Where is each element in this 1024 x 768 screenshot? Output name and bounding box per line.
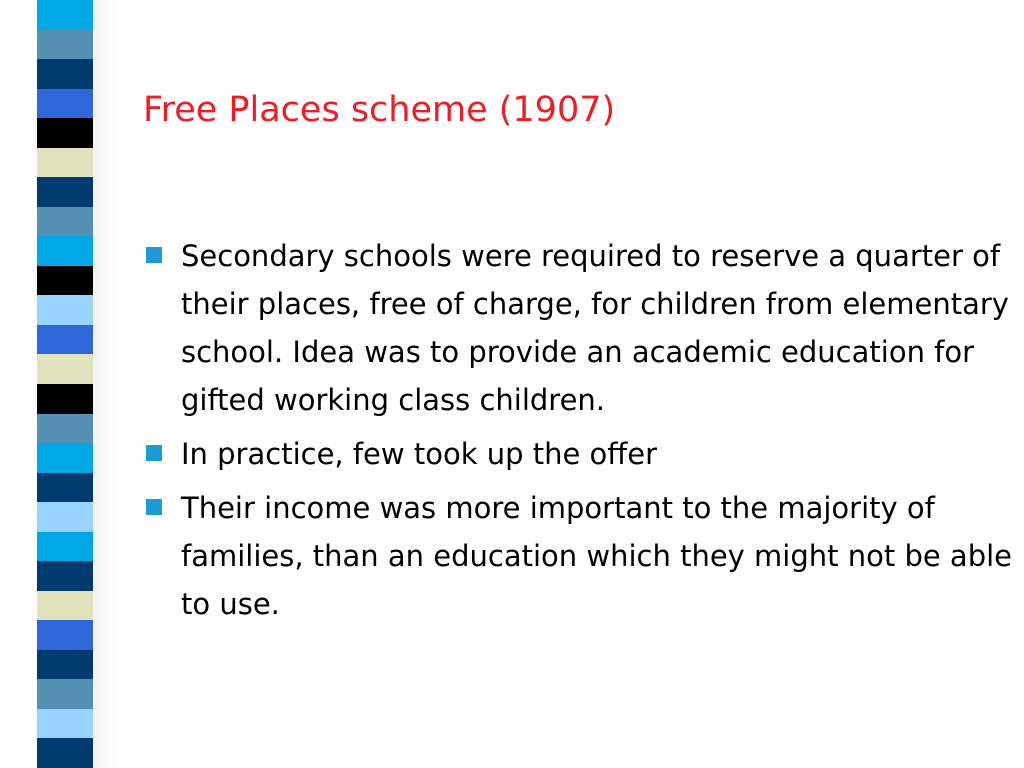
decorative-color-strip (37, 0, 93, 768)
strip-block (37, 679, 93, 709)
strip-block (37, 325, 93, 355)
strip-block (37, 443, 93, 473)
bullet-item-1 (143, 232, 1013, 424)
strip-block (37, 59, 93, 89)
strip-block (37, 266, 93, 296)
strip-block (37, 502, 93, 532)
strip-block (37, 207, 93, 237)
strip-block (37, 236, 93, 266)
strip-block (37, 650, 93, 680)
strip-block (37, 177, 93, 207)
strip-shadow (93, 0, 117, 768)
strip-block (37, 354, 93, 384)
strip-block (37, 30, 93, 60)
slide-title: Free Places scheme (1907) (143, 90, 616, 130)
strip-block (37, 295, 93, 325)
square-bullet-icon (146, 445, 162, 461)
bullet-item-2 (143, 430, 1013, 478)
strip-block (37, 620, 93, 650)
strip-block (37, 384, 93, 414)
strip-block (37, 89, 93, 119)
bullet-text: In practice, few took up the offer (181, 437, 658, 471)
bullet-text: Secondary schools were required to reserve a quarter of their places, free of charge, for children from elementary school. Idea was to provide an academic education for gifted working class children. (181, 239, 1009, 417)
strip-block (37, 473, 93, 503)
bullet-item-3 (143, 484, 1013, 628)
strip-block (37, 414, 93, 444)
strip-block (37, 0, 93, 30)
strip-block (37, 148, 93, 178)
strip-block (37, 709, 93, 739)
bullet-list (143, 232, 1013, 634)
strip-block (37, 561, 93, 591)
square-bullet-icon (146, 247, 162, 263)
strip-block (37, 118, 93, 148)
strip-block (37, 591, 93, 621)
strip-block (37, 738, 93, 768)
strip-block (37, 532, 93, 562)
bullet-text: Their income was more important to the majority of families, than an education which they might not be able to use. (181, 491, 1013, 621)
square-bullet-icon (146, 499, 162, 515)
